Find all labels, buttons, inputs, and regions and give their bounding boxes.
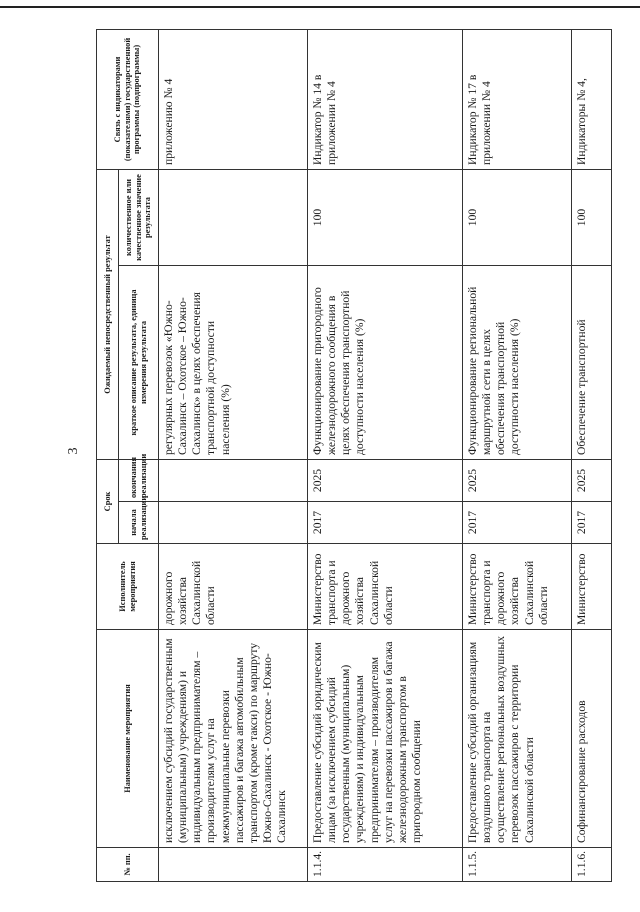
header-term-start: начала реализации <box>119 502 159 544</box>
cell-num: 1.1.5. <box>463 848 572 882</box>
table-row <box>307 29 462 881</box>
cell-value <box>159 169 308 265</box>
page-number: 3 <box>66 447 81 455</box>
cell-value: 100 <box>571 169 611 265</box>
header-result-value: количественное или качественное значение результата <box>119 169 159 265</box>
cell-name: Предоставление субсидий организациям воздушного транспорта на осуществление региональных воздушных перевозок пассажиров с территории Сахалинской области <box>463 630 572 848</box>
cell-name: Софинансирование расходов <box>571 630 611 848</box>
header-link: Связь с индикаторами (показателями) государственной программы (подпрограммы) <box>97 29 159 169</box>
cell-value: 100 <box>463 169 572 265</box>
cell-link: Индикатор № 17 в приложении № 4 <box>463 29 572 169</box>
cell-name: исключением субсидий государственным (муниципальным) учреждениям) и индивидуальным предпринимателям – производителям услуг на межмуниципальные перевозки пассажиров и багажа автомобильным транспортом (кроме такси) по маршруту Южно-Сахалинск - Охотское - Южно-Сахалинск <box>159 630 308 848</box>
cell-start: 2017 <box>307 502 462 544</box>
header-term-end: окончания реализации <box>119 459 159 501</box>
cell-start: 2017 <box>571 502 611 544</box>
cell-value: 100 <box>307 169 462 265</box>
cell-desc: Функционирование региональной маршрутной сети в целях обеспечения транспортной доступности населения (%) <box>463 265 572 459</box>
cell-desc: Обеспечение транспортной <box>571 265 611 459</box>
cell-num <box>159 848 308 882</box>
header-result: Ожидаемый непосредственный результат <box>97 169 119 459</box>
cell-link: приложению № 4 <box>159 29 308 169</box>
cell-executor: Министерство транспорта и дорожного хозяйства Сахалинской области <box>463 544 572 630</box>
cell-start <box>159 502 308 544</box>
header-name: Наименование мероприятия <box>97 630 159 848</box>
cell-end <box>159 459 308 501</box>
cell-executor: Министерство транспорта и дорожного хозяйства Сахалинской области <box>307 544 462 630</box>
cell-link: Индикаторы № 4, <box>571 29 611 169</box>
cell-num: 1.1.4. <box>307 848 462 882</box>
cell-executor: Министерство <box>571 544 611 630</box>
measures-table <box>96 29 612 882</box>
table-row <box>463 29 572 881</box>
table-row <box>571 29 611 881</box>
table-row <box>159 29 308 881</box>
cell-num: 1.1.6. <box>571 848 611 882</box>
rotated-table-container <box>96 30 612 882</box>
cell-end: 2025 <box>571 459 611 501</box>
cell-executor: дорожного хозяйства Сахалинской области <box>159 544 308 630</box>
header-result-desc: краткое описание результата, единица измерения результата <box>119 265 159 459</box>
cell-name: Предоставление субсидий юридическим лицам (за исключением субсидий государственным (муниципальным) учреждениям) и индивидуальным предпринимателям – производителям услуг на перевозки пассажиров и багажа железнодорожным транспортом в пригородном сообщении <box>307 630 462 848</box>
cell-desc: Функционирование пригородного железнодорожного сообщения в целях обеспечения транспортной доступности населения (%) <box>307 265 462 459</box>
scan-edge-marks <box>0 0 640 14</box>
cell-end: 2025 <box>463 459 572 501</box>
cell-desc: регулярных перевозок «Южно-Сахалинск – Охотское – Южно-Сахалинск» в целях обеспечения транспортной доступности населения (%) <box>159 265 308 459</box>
cell-end: 2025 <box>307 459 462 501</box>
header-num: № пп. <box>97 848 159 882</box>
header-executor: Исполнитель мероприятия <box>97 544 159 630</box>
header-term: Срок <box>97 459 119 543</box>
cell-start: 2017 <box>463 502 572 544</box>
cell-link: Индикатор № 14 в приложении № 4 <box>307 29 462 169</box>
